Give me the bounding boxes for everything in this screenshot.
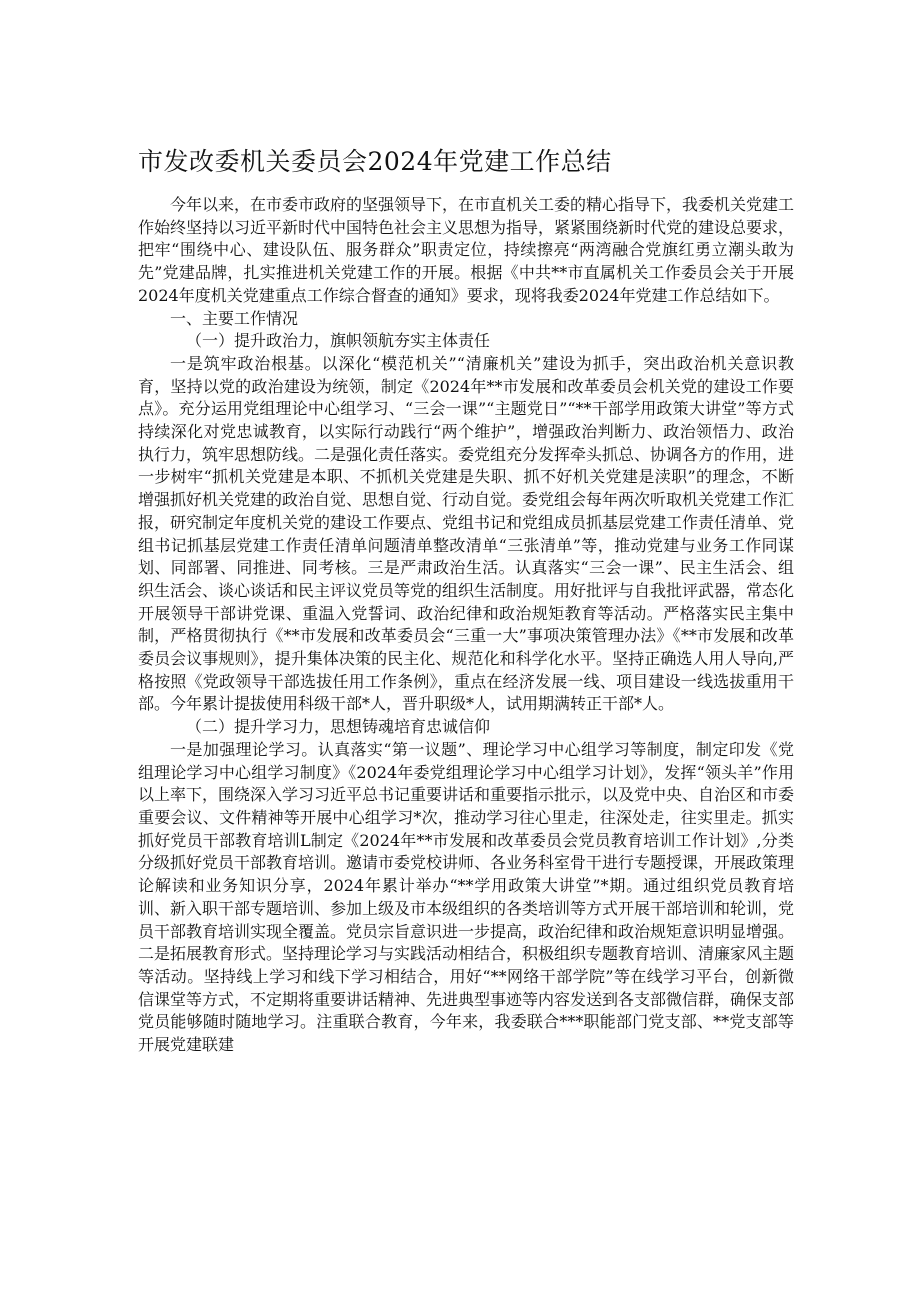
intro-paragraph: 今年以来，在市委市政府的坚强领导下，在市直机关工委的精心指导下，我委机关党建工作始终坚持以习近平新时代中国特色社会主义思想为指导，紧紧围绕新时代党的建设总要求，把牢“围绕中心、建设队伍、服务群众”职责定位，持续擦亮“两湾融合党旗红勇立潮头敢为先”党建品牌，扎实推进机关党建工作的开展。根据《中共**市直属机关工作委员会关于开展2024年度机关党建重点工作综合督查的通知》要求，现将我委2024年党建工作总结如下。: [138, 195, 795, 305]
subsection-body-political: 一是筑牢政治根基。以深化“模范机关”“清廉机关”建设为抓手，突出政治机关意识教育，坚持以党的政治建设为统领，制定《2024年**市发展和改革委员会机关党的建设工作要点》。充分运用党组理论中心组学习、“三会一课”“主题党日”“**干部学用政策大讲堂”等方式持续深化对党忠诚教育，以实际行动践行“两个维护”，增强政治判断力、政治领悟力、政治执行力，筑牢思想防线。二是强化责任落实。委党组充分发挥牵头抓总、协调各方的作用，进一步树牢“抓机关党建是本职、不抓机关党建是失职、抓不好机关党建是渎职”的理念，不断增强抓好机关党建的政治自觉、思想自觉、行动自觉。委党组会每年两次听取机关党建工作汇报，研究制定年度机关党的建设工作要点、党组书记和党组成员抓基层党建工作责任清单、党组书记抓基层党建工作责任清单问题清单整改清单“三张清单”等，推动党建与业务工作同谋划、同部署、同推进、同考核。三是严肃政治生活。认真落实“三会一课”、民主生活会、组织生活会、谈心谈话和民主评议党员等党的组织生活制度。用好批评与自我批评武器，常态化开展领导干部讲党课、重温入党誓词、政治纪律和政治规矩教育等活动。严格落实民主集中制，严格贯彻执行《**市发展和改革委员会“三重一大”事项决策管理办法》《**市发展和改革委员会议事规则》，提升集体决策的民主化、规范化和科学化水平。坚持正确选人用人导向,严格按照《党政领导干部选拔任用工作条例》，重点在经济发展一线、项目建设一线选拔重用干部。今年累计提拔使用科级干部*人，晋升职级*人，试用期满转正干部*人。: [138, 353, 795, 714]
subsection-body-learning: 一是加强理论学习。认真落实“第一议题”、理论学习中心组学习等制度，制定印发《党组理论学习中心组学习制度》《2024年委党组理论学习中心组学习计划》，发挥“领头羊”作用以上率下，围绕深入学习习近平总书记重要讲话和重要指示批示，以及党中央、自治区和市委重要会议、文件精神等开展中心组学习*次，推动学习往心里走，往深处走，往实里走。抓实抓好党员干部教育培训L制定《2024年**市发展和改革委员会党员教育培训工作计划》,分类分级抓好党员干部教育培训。邀请市委党校讲师、各业务科室骨干进行专题授课，开展政策理论解读和业务知识分享，2024年累计举办“**学用政策大讲堂”*期。通过组织党员教育培训、新入职干部专题培训、参加上级及市本级组织的各类培训等方式开展干部培训和轮训，党员干部教育培训实现全覆盖。党员宗旨意识进一步提高，政治纪律和政治规矩意识明显增强。二是拓展教育形式。坚持理论学习与实践活动相结合，积极组织专题教育培训、清廉家风主题等活动。坚持线上学习和线下学习相结合，用好“**网络干部学院”等在线学习平台，创新微信课堂等方式，不定期将重要讲话精神、先进典型事迹等内容发送到各支部微信群，确保支部党员能够随时随地学习。注重联合教育，今年来，我委联合***职能部门党支部、**党支部等开展党建联建: [138, 739, 795, 1055]
subsection-heading-political: （一）提升政治力，旗帜领航夯实主体责任: [186, 331, 491, 351]
section-heading-main-work: 一、主要工作情况: [170, 308, 299, 328]
document-body: [138, 194, 794, 1057]
subsection-heading-learning: （二）提升学习力，思想铸魂培育忠诚信仰: [186, 717, 491, 737]
document-title: 市发改委机关委员会2024年党建工作总结: [138, 147, 612, 176]
